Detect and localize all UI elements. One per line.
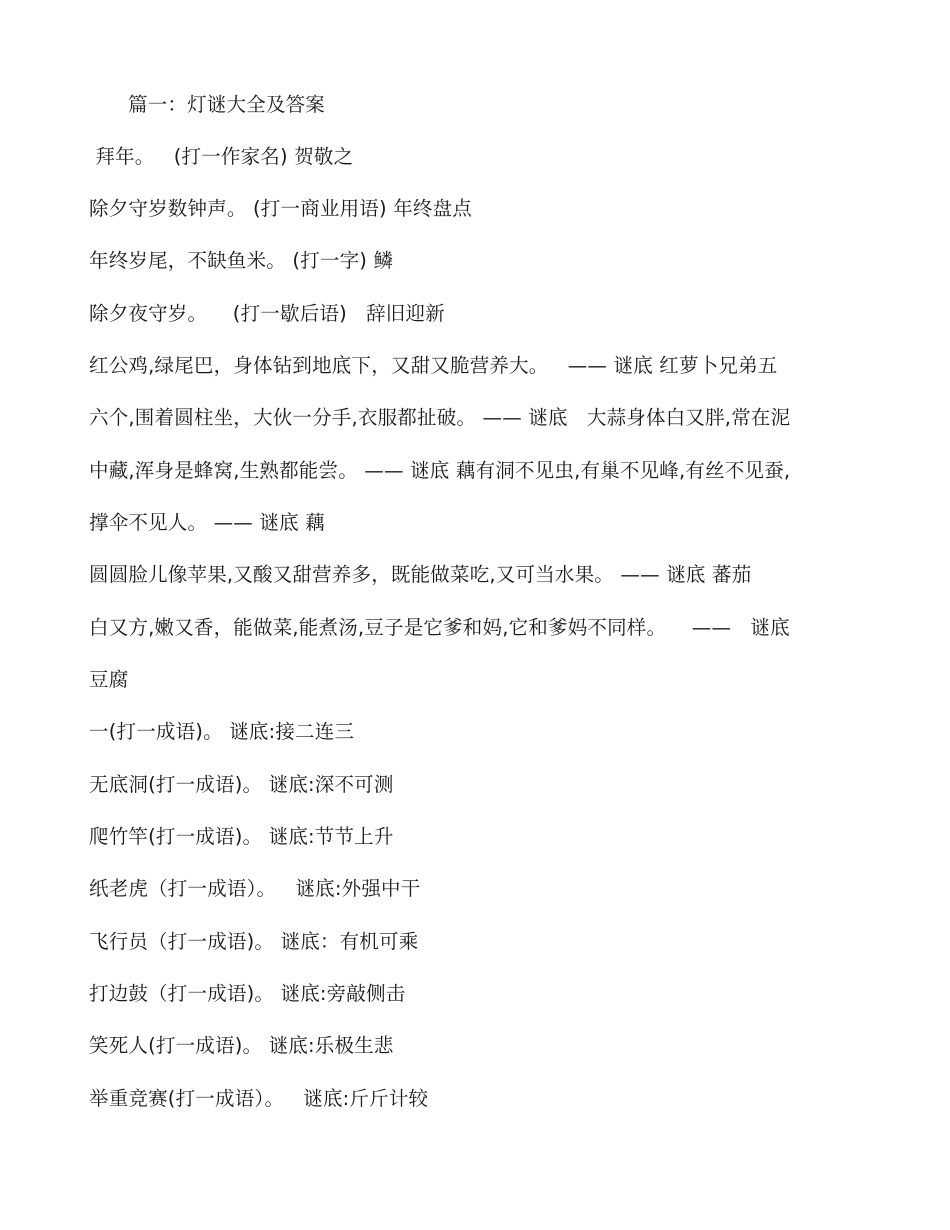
text-line: 豆腐: [89, 668, 129, 691]
text-line: 笑死人(打一成语)。 谜底:乐极生悲: [89, 1034, 394, 1057]
text-line: 爬竹竿(打一成语)。 谜底:节节上升: [89, 825, 394, 848]
text-line: 年终岁尾，不缺鱼米。 (打一字) 鳞: [89, 249, 394, 272]
text-line: 纸老虎（打一成语）。 谜底:外强中干: [89, 877, 421, 900]
text-line: 白又方,嫩又香，能做菜,能煮汤,豆子是它爹和妈,它和爹妈不同样。 —— 谜底: [89, 616, 790, 639]
text-line: 无底洞(打一成语)。 谜底:深不可测: [89, 773, 394, 796]
text-line: 红公鸡,绿尾巴，身体钻到地底下，又甜又脆营养大。 —— 谜底 红萝卜兄弟五: [89, 354, 778, 377]
text-line: 撑伞不见人。 —— 谜底 藕: [89, 511, 325, 534]
document-title: 篇一：灯谜大全及答案: [128, 93, 326, 116]
text-line: 举重竞赛(打一成语）。 谜底:斤斤计较: [89, 1087, 429, 1110]
text-line: 除夕夜守岁。 (打一歇后语) 辞旧迎新: [89, 302, 445, 325]
text-line: 六个,围着圆柱坐，大伙一分手,衣服都扯破。 —— 谜底 大蒜身体白又胖,常在泥: [89, 406, 791, 429]
text-line: 除夕守岁数钟声。 (打一商业用语) 年终盘点: [89, 197, 473, 220]
text-line: 拜年。 (打一作家名) 贺敬之: [89, 145, 354, 168]
text-line: 飞行员（打一成语)。 谜底：有机可乘: [89, 930, 419, 953]
text-line: 中藏,浑身是蜂窝,生熟都能尝。 —— 谜底 藕有洞不见虫,有巢不见峰,有丝不见蚕,: [89, 459, 791, 482]
text-line: 圆圆脸儿像苹果,又酸又甜营养多，既能做菜吃,又可当水果。 —— 谜底 蕃茄: [89, 563, 752, 586]
text-line: 打边鼓（打一成语)。 谜底:旁敲侧击: [89, 982, 406, 1005]
text-line: 一(打一成语)。 谜底:接二连三: [89, 720, 355, 743]
